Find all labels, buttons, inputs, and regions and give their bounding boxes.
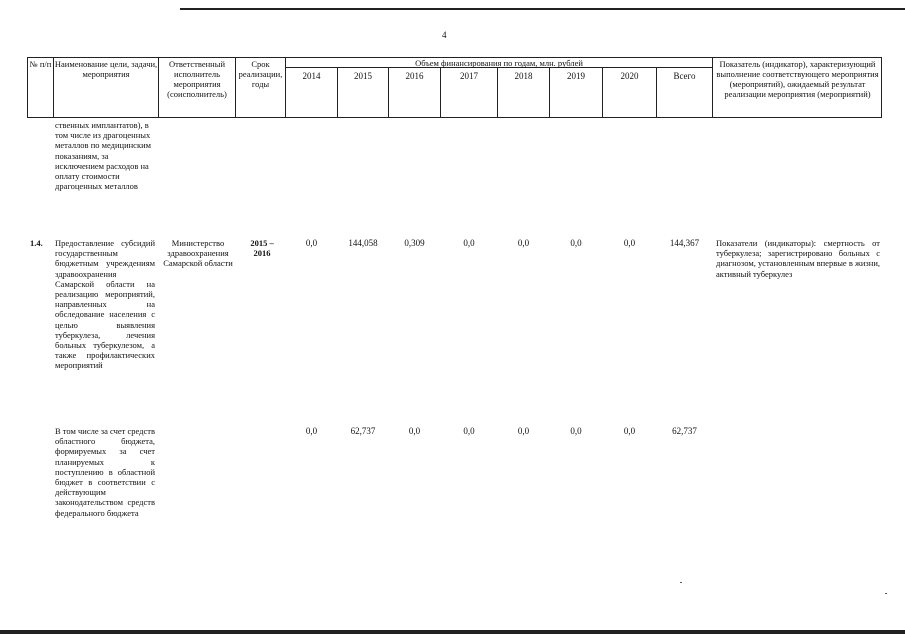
header-no: № п/п xyxy=(29,59,52,69)
value-2014: 0,0 xyxy=(305,238,318,248)
year-2017: 2017 xyxy=(460,71,478,81)
year-2020: 2020 xyxy=(620,71,639,81)
value-2018: 0,0 xyxy=(517,238,530,248)
year-2018: 2018 xyxy=(514,71,533,81)
bottom-rule xyxy=(0,630,905,634)
including-value-2016: 0,0 xyxy=(408,426,421,436)
top-rule xyxy=(180,8,905,10)
year-total: Всего xyxy=(673,71,696,81)
header-name: Наименование цели, задачи, мероприятия xyxy=(54,59,158,79)
value-2020: 0,0 xyxy=(623,238,636,248)
value-2016: 0,309 xyxy=(404,238,425,248)
row-name: Предоставление субсидий государственным бюджетным учреждениям здравоохранения Самарской области на реализацию мероприятий, направленных на обследование населения с целью выявления туберкулеза, лечения больных туберкулезом, а также профилактических мероприятий xyxy=(55,238,155,371)
value-2017: 0,0 xyxy=(463,238,475,248)
including-value-total: 62,737 xyxy=(672,426,697,436)
value-2015: 144,058 xyxy=(348,238,378,248)
row-responsible: Министерство здравоохранения Самарской области xyxy=(163,238,233,269)
including-value-2020: 0,0 xyxy=(623,426,636,436)
table-header xyxy=(27,57,882,117)
year-2019: 2019 xyxy=(567,71,585,81)
year-2014: 2014 xyxy=(302,71,321,81)
header-indicator: Показатель (индикатор), характеризующий выполнение соответствующего мероприятия (мероприятий), ожидаемый результат реализации мероприятия (мероприятий) xyxy=(716,59,879,99)
scan-speck xyxy=(680,582,682,583)
row-term: 2015 – 2016 xyxy=(250,238,274,259)
scan-speck xyxy=(885,593,887,594)
year-2015: 2015 xyxy=(354,71,372,81)
header-funding: Объем финансирования по годам, млн. рублей xyxy=(415,58,583,68)
value-2019: 0,0 xyxy=(570,238,582,248)
page-number: 4 xyxy=(442,30,447,40)
including-value-2014: 0,0 xyxy=(305,426,318,436)
year-2016: 2016 xyxy=(405,71,424,81)
row-including-name: В том числе за счет средств областного бюджета, формируемых за счет планируемых к поступлению в областной бюджет в соответствии с действующим законодательством средств федерального бюджета xyxy=(55,426,155,518)
header-term: Срок реализации, годы xyxy=(238,59,283,89)
including-value-2019: 0,0 xyxy=(570,426,582,436)
row-indicator: Показатели (индикаторы): смертность от туберкулеза; зарегистрировано больных с диагнозом, установленным впервые в жизни, активный туберкулез xyxy=(716,238,880,279)
including-value-2018: 0,0 xyxy=(517,426,530,436)
value-total: 144,367 xyxy=(669,238,700,248)
including-value-2015: 62,737 xyxy=(350,426,376,436)
row-continuation-name: ственных имплантатов), в том числе из драгоценных металлов по медицинским показаниям, за исключением расходов на оплату стоимости драгоценных металлов xyxy=(55,120,152,192)
header-responsible: Ответственный исполнитель мероприятия (соисполнитель) xyxy=(167,59,227,99)
row-number: 1.4. xyxy=(30,238,43,248)
including-value-2017: 0,0 xyxy=(463,426,475,436)
